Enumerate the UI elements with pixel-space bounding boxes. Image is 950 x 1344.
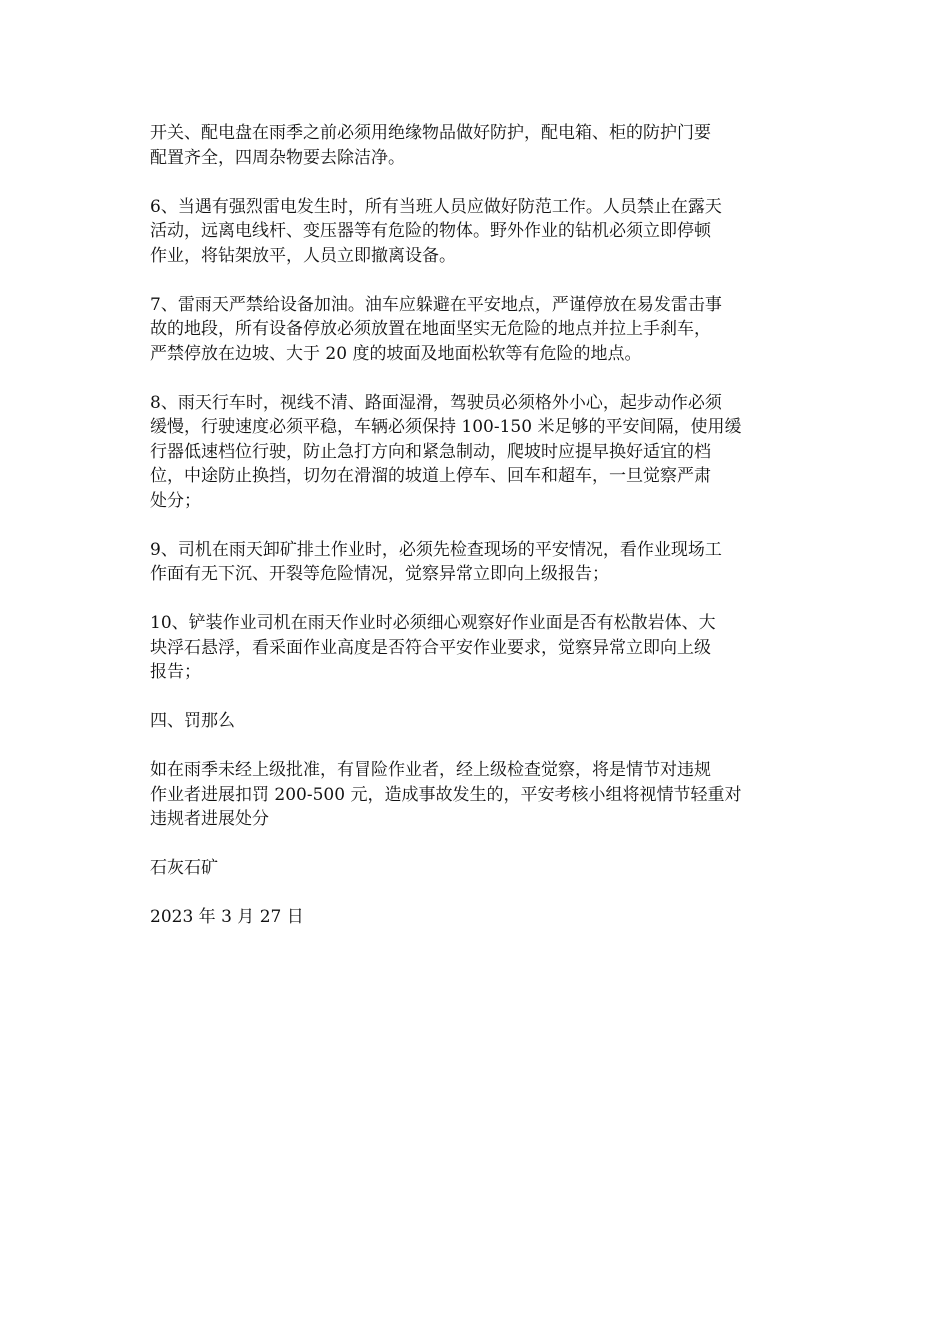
signature-date: 2023 年 3 月 27 日 (150, 907, 304, 927)
paragraph-item-10-loading: 10、铲装作业司机在雨天作业时必须细心观察好作业面是否有松散岩体、大 块浮石悬浮，看采面作业高度是否符合平安作业要求，觉察异常立即向上级 报告； (150, 613, 716, 682)
section-heading-penalty: 四、罚那么 (150, 711, 235, 731)
document-page (150, 121, 805, 954)
paragraph-penalty-detail: 如在雨季未经上级批准，有冒险作业者，经上级检查觉察，将是情节对违规 作业者进展扣罚 200-500 元，造成事故发生的，平安考核小组将视情节轻重对 违规者进展处分 (150, 760, 742, 829)
signature-organization: 石灰石矿 (150, 858, 218, 878)
paragraph-item-9-unloading: 9、司机在雨天卸矿排土作业时，必须先检查现场的平安情况，看作业现场工 作面有无下沉、开裂等危险情况，觉察异常立即向上级报告； (150, 539, 722, 584)
paragraph-item-8-driving: 8、雨天行车时，视线不清、路面湿滑，驾驶员必须格外小心，起步动作必须 缓慢，行驶速度必须平稳，车辆必须保持 100-150 米足够的平安间隔，使用缓 行器低速档位行驶，防止急打方向和紧急制动，爬坡时应提早换好适宜的档 位，中途防止换挡，切勿在滑溜的坡道上停车、回车和超车，一旦觉察严肃 处分； (150, 392, 742, 511)
paragraph-item-7-refueling: 7、雷雨天严禁给设备加油。油车应躲避在平安地点，严谨停放在易发雷击事 故的地段，所有设备停放必须放置在地面坚实无危险的地点并拉上手刹车， 严禁停放在边坡、大于 20 度的坡面及地面松软等有危险的地点。 (150, 294, 722, 364)
paragraph-switchboard-protection: 开关、配电盘在雨季之前必须用绝缘物品做好防护，配电箱、柜的防护门要 配置齐全，四周杂物要去除洁净。 (150, 123, 711, 168)
paragraph-item-6-lightning: 6、当遇有强烈雷电发生时，所有当班人员应做好防范工作。人员禁止在露天 活动，远离电线杆、变压器等有危险的物体。野外作业的钻机必须立即停顿 作业，将钻架放平，人员立即撤离设备。 (150, 196, 722, 266)
